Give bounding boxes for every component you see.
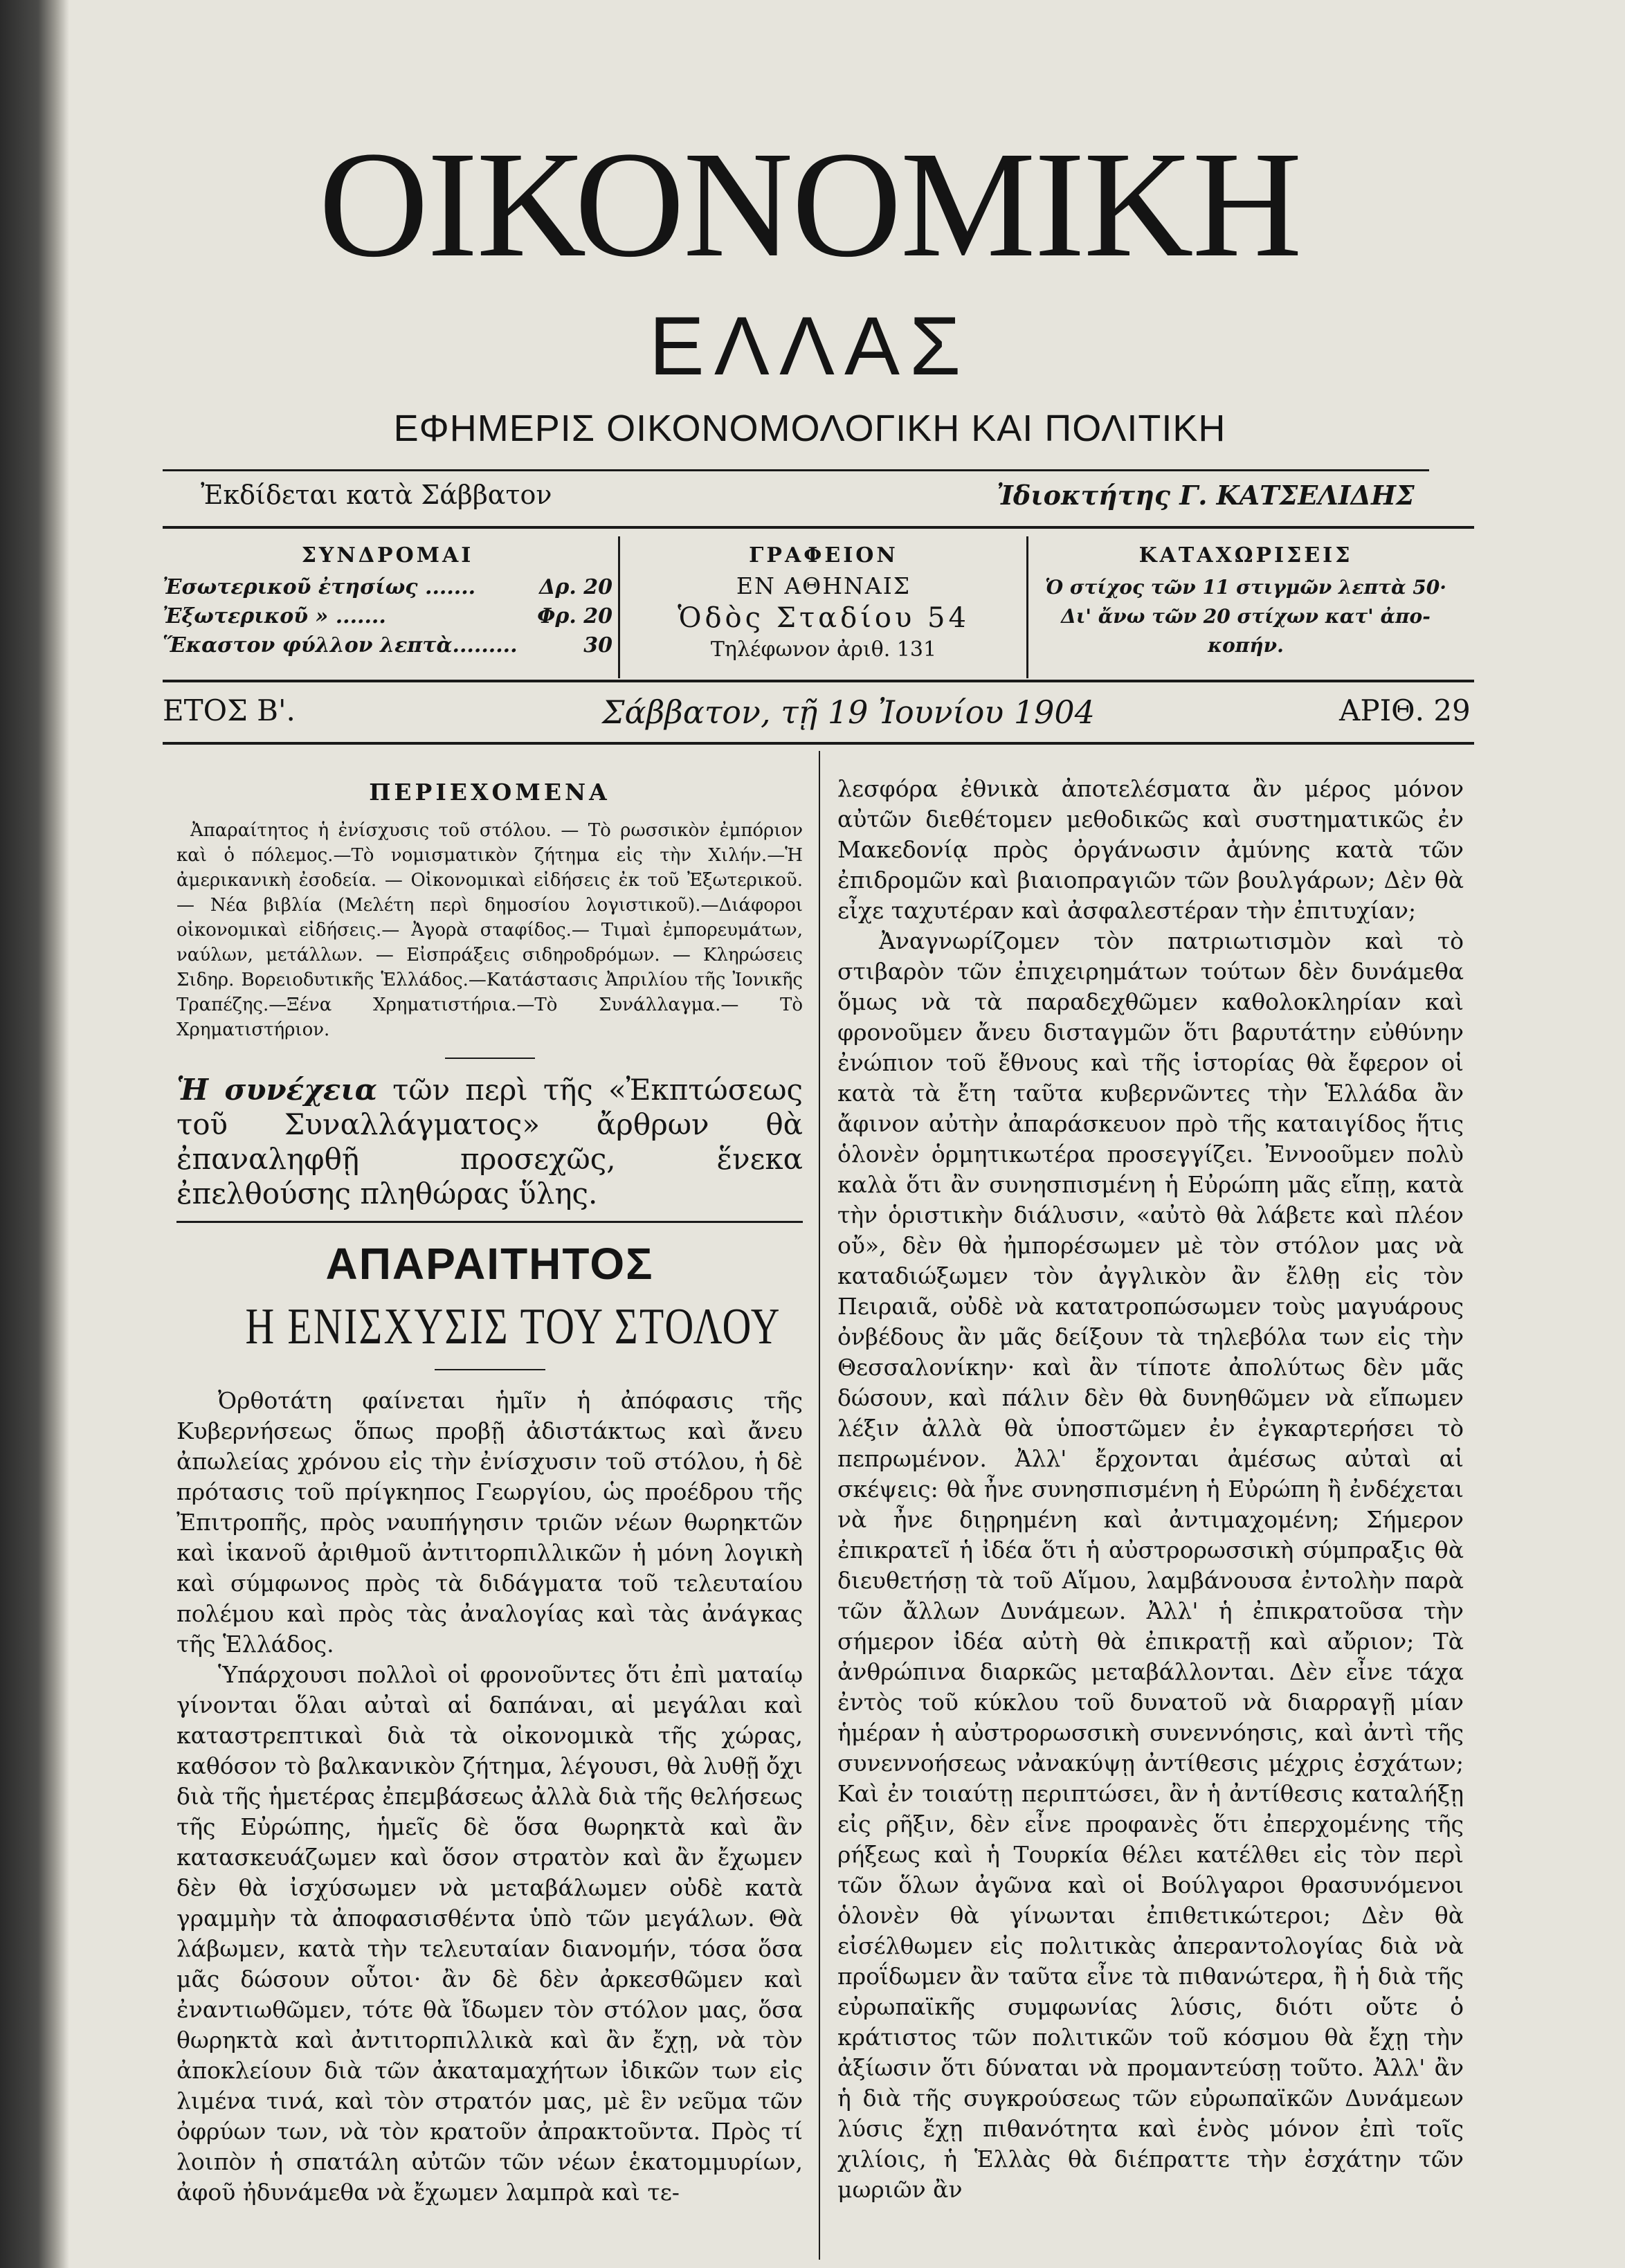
contents-text: Ἀπαραίτητος ἡ ἐνίσχυσις τοῦ στόλου. — Τὸ ρωσσικὸν ἐμπόριον καὶ ὁ πόλεμος.—Τὸ νομισματικὸν ζήτημα εἰς τὴν Χιλήν.—Ἡ ἀμερικανικὴ ἐσοδεία. — Οἰκονομικαὶ εἰδήσεις ἐκ τοῦ Ἐξωτερικοῦ. — Νέα βιβλία (Μελέτη περὶ δημοσίου λογιστικοῦ).—Διάφοροι οἰκονομικαὶ εἰδήσεις.— Ἀγορὰ σταφίδος.— Τιμαὶ ἐμπορευμάτων, ναύλων, μετάλλων. — Εἰσπράξεις σιδηροδρόμων. — Κληρώσεις Σιδηρ. Βορειοδυτικῆς Ἑλλάδος.—Κατάστασις Ἀπριλίου τῆς Ἰονικῆς Τραπέζης.—Ξένα Χρηματιστήρια.—Τὸ Συνάλλαγμα.— Τὸ Χρηματιστήριον. <box>176 820 803 1040</box>
notice-lead: Ἡ συνέχεια <box>176 1073 377 1107</box>
box-divider <box>1026 536 1028 678</box>
subscriptions-heading: ΣΥΝΔΡΟΜΑΙ <box>301 543 474 568</box>
article-subheadline: Η ΕΝΙΣΧΥΣΙΣ ΤΟΥ ΣΤΟΛΟΥ <box>245 1298 781 1355</box>
subscription-value: Φρ. 20 <box>537 604 612 628</box>
left-column <box>176 779 803 2208</box>
subscription-value: 30 <box>583 633 612 657</box>
office-street: Ὁδὸς Σταδίου 54 <box>678 602 970 634</box>
ads-line: Δι' ἄνω τῶν 20 στίχων κατ' ἀπο- <box>1061 605 1431 628</box>
subscription-label: Ἐσωτερικοῦ ἐτησίως ....... <box>163 575 476 599</box>
newspaper-subtitle: ΕΛΛΑΣ <box>648 300 971 392</box>
office-heading: ΓΡΑΦΕΙΟΝ <box>749 543 898 568</box>
masthead-rule-middle <box>163 526 1474 529</box>
subscription-row <box>163 602 612 631</box>
ads-heading: ΚΑΤΑΧΩΡΙΣΕΙΣ <box>1138 543 1353 568</box>
contents-heading: ΠΕΡΙΕΧΟΜΕΝΑ <box>369 779 610 806</box>
notice <box>176 1073 803 1211</box>
subscription-label: Ἐξωτερικοῦ » ....... <box>163 604 386 628</box>
office-box <box>626 543 1021 664</box>
subscription-row <box>163 573 612 602</box>
subscription-label: Ἕκαστον φύλλον λεπτὰ......... <box>163 633 518 657</box>
article-body-right <box>837 774 1464 2205</box>
issue-date: Σάββατον, τῇ 19 Ἰουνίου 1904 <box>602 693 1095 731</box>
owner-name: Ἰδιοκτήτης Γ. ΚΑΤΣΕΛΙΔΗΣ <box>997 480 1415 511</box>
ads-line: Ὁ στίχος τῶν 11 στιγμῶν λεπτὰ 50· <box>1044 576 1447 599</box>
date-rule <box>163 742 1474 745</box>
issue-number: ΑΡΙΘ. 29 <box>1339 693 1471 727</box>
box-rule-bottom <box>163 680 1474 682</box>
article-paragraph: λεσφόρα ἐθνικὰ ἀποτελέσματα ἂν μέρος μόνον αὐτῶν διεθέτομεν μεθοδικῶς καὶ συστηματικῶς ἐν Μακεδονίᾳ πρὸς ὀργάνωσιν ἀμύνης κατὰ τῶν ἐπιδρομῶν καὶ βιαιοπραγιῶν τῶν βουλγάρων; Δὲν θὰ εἶχε ταχυτέραν καὶ ἀσφαλεστέραν τὴν ἐπιτυχίαν; <box>837 775 1464 924</box>
article-paragraph: Ὑπάρχουσι πολλοὶ οἱ φρονοῦντες ὅτι ἐπὶ ματαίῳ γίνονται ὅλαι αὐταὶ αἱ δαπάναι, αἱ μεγάλαι καὶ καταστρεπτικαὶ διὰ τὰ οἰκονομικὰ τῆς χώρας, καθόσον τὸ βαλκανικὸν ζήτημα, λέγουσι, θὰ λυθῇ ὄχι διὰ τῆς ἡμετέρας ἐπεμβάσεως ἀλλὰ διὰ τῆς θελήσεως τῆς Εὐρώπης, ἡμεῖς δὲ ὅσα θωρηκτὰ καὶ ἂν κατασκευάζωμεν καὶ ὅσον στρατὸν καὶ ἂν ἔχωμεν δὲν θὰ ἰσχύσωμεν νὰ μεταβάλωμεν οὐδὲ κατὰ γραμμὴν τὰ ἀποφασισθέντα ὑπὸ τῶν μεγάλων. Θὰ λάβωμεν, κατὰ τὴν τελευταίαν διανομήν, τόσα ὅσα μᾶς δώσουν οὗτοι· ἂν δὲ δὲν ἀρκεσθῶμεν καὶ ἐναντιωθῶμεν, τότε θὰ ἴδωμεν τὸν στόλον μας, ὅσα θωρηκτὰ καὶ ἀντιτορπιλλικὰ καὶ ἂν ἔχῃ, νὰ τὸν ἀποκλείουν διὰ τῶν ἀκαταμαχήτων ἰδικῶν των εἰς λιμένα τινά, καὶ τὸν στρατόν μας, μὲ ἓν νεῦμα τῶν ὀφρύων των, νὰ τὸν κρατοῦν ἀπρακτοῦντα. Πρὸς τί λοιπὸν ἡ σπατάλη αὐτῶν τῶν νέων ἑκατομμυρίων, ἀφοῦ ἠδυνάμεθα νὰ ἔχωμεν λαμπρὰ καὶ τε- <box>176 1661 803 2206</box>
article-body-left <box>176 1386 803 2208</box>
contents-separator <box>445 1058 535 1059</box>
office-phone: Τηλέφωνον ἀριθ. 131 <box>710 637 937 662</box>
newspaper-tagline: ΕΦΗΜΕΡΙΣ ΟΙΚΟΝΟΜΟΛΟΓΙΚΗ ΚΑΙ ΠΟΛΙΤΙΚΗ <box>393 408 1226 449</box>
notice-text: τῶν περὶ τῆς «Ἐκπτώσεως τοῦ Συναλλάγματος» ἄρθρων θὰ ἐπαναληφθῇ προσεχῶς, ἕνεκα ἐπελθούσης πληθώρας ὕλης. <box>176 1073 803 1210</box>
subscriptions-box <box>163 543 612 660</box>
column-divider <box>819 751 820 2260</box>
masthead-rule-top <box>163 469 1429 471</box>
ads-box <box>1038 543 1453 660</box>
headline-separator <box>435 1369 545 1370</box>
book-binding-shadow <box>0 0 69 2268</box>
right-column <box>837 774 1464 2205</box>
box-divider <box>618 536 620 678</box>
subscription-value: Δρ. 20 <box>539 575 612 599</box>
article-paragraph: Ἀναγνωρίζομεν τὸν πατριωτισμὸν καὶ τὸ στιβαρὸν τῶν ἐπιχειρημάτων τούτων δὲν δυνάμεθα ὅμως νὰ τὰ παραδεχθῶμεν καθολοκληρίαν καὶ φρονοῦμεν ἄνευ δισταγμῶν ὅτι βαρυτάτην εὐθύνην ἐνώπιον τοῦ ἔθνους καὶ τῆς ἱστορίας θὰ ἔφερον οἱ κατὰ τὰ ἔτη ταῦτα κυβερνῶντες τὴν Ἑλλάδα ἂν ἄφινον αὐτὴν ἀπαράσκευον πρὸ τῆς καταιγίδος ἥτις ὁλονὲν ὁρμητικωτέρα προσεγγίζει. Ἐννοοῦμεν πολὺ καλὰ ὅτι ἂν συνησπισμένη ἡ Εὐρώπη μᾶς εἴπῃ, κατὰ τὴν ὁριστικὴν διάλυσιν, «αὐτὸ θὰ λάβετε καὶ πλέον οὔ», δὲν θὰ ἠμπορέσωμεν μὲ τὸν στόλον μας νὰ καταδιώξωμεν τὸν ἀγγλικὸν ἂν ἔλθῃ εἰς τὸν Πειραιᾶ, οὐδὲ νὰ κατατροπώσωμεν τοὺς μαγυάρους ὀνβέδους ἂν μᾶς δείξουν τὰ τηλεβόλα των εἰς τὴν Θεσσαλονίκην· καὶ ἂν τίποτε ἀπολύτως δὲν μᾶς δώσουν, καὶ πάλιν δὲν θὰ δυνηθῶμεν νὰ εἴπωμεν λέξιν ἀλλὰ θὰ ὑποστῶμεν ἐν ἐγκαρτερήσει τὸ πεπρωμένον. Ἀλλ' ἔρχονται ἀμέσως αὐταὶ αἱ σκέψεις: θὰ ἦνε συνησπισμένη ἡ Εὐρώπη ἢ ἐνδέχεται νὰ ἦνε διῃρημένη καὶ ἀντιμαχομένη; Σήμερον ἐπικρατεῖ ἡ ἰδέα ὅτι ἡ αὐστρορωσσικὴ σύμπραξις θὰ διευθετήσῃ τὰ τοῦ Αἵμου, λαμβάνουσα ἐντολὴν παρὰ τῶν ἄλλων Δυνάμεων. Ἀλλ' ἡ ἐπικρατοῦσα τὴν σήμερον ἰδέα αὐτὴ θὰ ἐπικρατῇ καὶ αὔριον; Τὰ ἀνθρώπινα διαρκῶς μεταβάλλονται. Δὲν εἶνε τάχα ἐντὸς τοῦ κύκλου τοῦ δυνατοῦ νὰ διαρραγῇ μίαν ἡμέραν ἡ αὐστρορωσσικὴ συνεννόησις, καὶ ἀντὶ τῆς συνεννοήσεως νἀνακύψῃ ἀντίθεσις μέχρις ἐσχάτων; Καὶ ἐν τοιαύτῃ περιπτώσει, ἂν ἡ ἀντίθεσις καταλήξῃ εἰς ρῆξιν, δὲν εἶνε προφανὲς ὅτι ἐπερχομένης τῆς ρήξεως καὶ ἡ Τουρκία θέλει κατέλθει εἰς τὸν περὶ τῶν ὅλων ἀγῶνα καὶ οἱ Βούλγαροι θρασυνόμενοι ὁλονὲν θὰ γίνωνται ἐπιθετικώτεροι; Δὲν θὰ εἰσέλθωμεν εἰς πολιτικὰς ἀπεραντολογίας διὰ νὰ προΐδωμεν ἂν ταῦτα εἶνε τὰ πιθανώτερα, ἢ ἡ διὰ τῆς εὐρωπαϊκῆς συμφωνίας λύσις, διότι οὔτε ὁ κράτιστος τῶν πολιτικῶν τοῦ κόσμου θὰ ἔχῃ τὴν ἀξίωσιν ὅτι δύναται νὰ προμαντεύσῃ τοῦτο. Ἀλλ' ἂν ἡ διὰ τῆς συγκρούσεως τῶν εὐρωπαϊκῶν Δυνάμεων λύσις ἔχῃ πιθανότητα καὶ ἑνὸς μόνον ἐπὶ τοῖς χιλίοις, ἡ Ἑλλὰς θὰ διέπραττε τὴν ἐσχάτην τῶν μωριῶν ἂν <box>837 927 1464 2203</box>
article-paragraph: Ὀρθοτάτη φαίνεται ἡμῖν ἡ ἀπόφασις τῆς Κυβερνήσεως ὅπως προβῇ ἀδιστάκτως καὶ ἄνευ ἀπωλείας χρόνου εἰς τὴν ἐνίσχυσιν τοῦ στόλου, ἡ δὲ πρότασις τοῦ πρίγκηπος Γεωργίου, ὡς προέδρου τῆς Ἐπιτροπῆς, πρὸς ναυπήγησιν τριῶν νέων θωρηκτῶν καὶ ἱκανοῦ ἀριθμοῦ ἀντιτορπιλλικῶν ἡ μόνη λογικὴ καὶ σύμφωνος πρὸς τὰ διδάγματα τοῦ τελευταίου πολέμου καὶ πρὸς τὰς ἀναλογίας καὶ τὰς ἀνάγκας τῆς Ἑλλάδος. <box>176 1387 803 1658</box>
article-headline: ΑΠΑΡΑΙΤΗΤΟΣ <box>325 1239 654 1289</box>
issue-year: ΕΤΟΣ Β'. <box>163 693 296 727</box>
subscription-row <box>163 631 612 660</box>
ads-line: κοπήν. <box>1208 634 1284 657</box>
notice-rule <box>176 1221 803 1223</box>
newspaper-title: ΟΙΚΟΝΟΜΙΚΗ <box>318 120 1301 289</box>
publication-schedule: Ἐκδίδεται κατὰ Σάββατον <box>201 480 552 510</box>
office-city: ΕΝ ΑΘΗΝΑΙΣ <box>736 572 911 599</box>
